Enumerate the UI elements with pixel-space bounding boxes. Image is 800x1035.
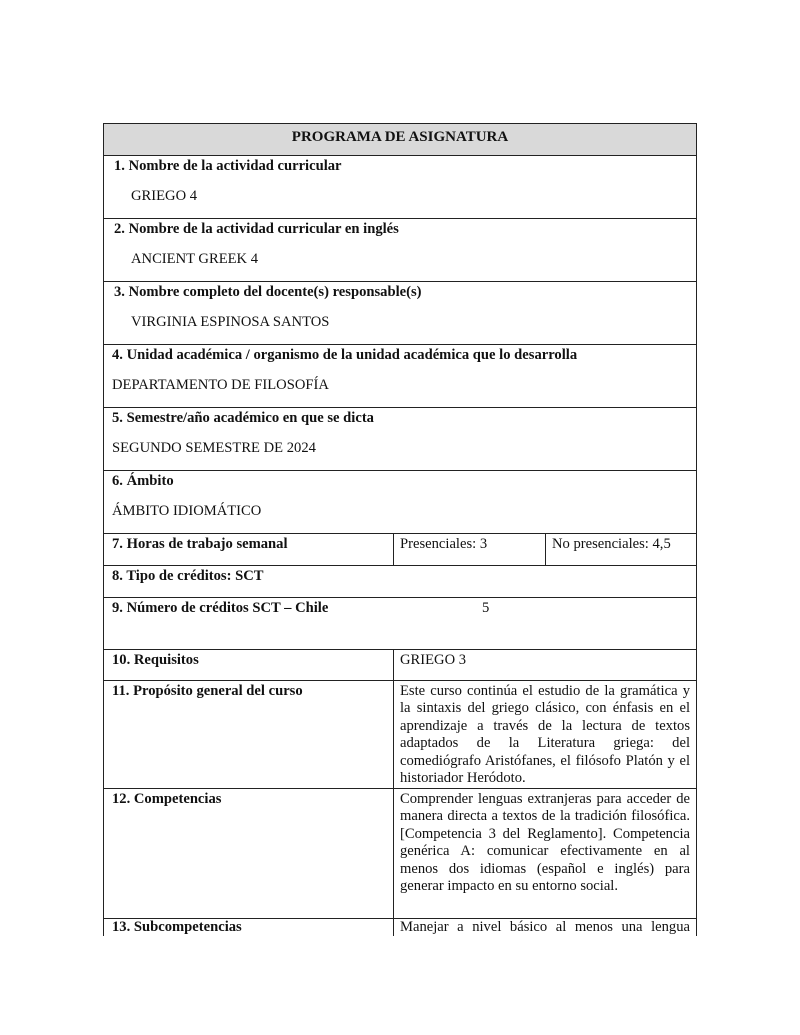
row-credits (103, 597, 697, 650)
row-credit-type: 8. Tipo de créditos: SCT (103, 565, 697, 598)
table-title: PROGRAMA DE ASIGNATURA (103, 123, 697, 156)
row-purpose-value: Este curso continúa el estudio de la gramática y la sintaxis del griego clásico, con énfasis en el aprendizaje a través de la lectura de textos adaptados de la Literatura griega: del comediógrafo Aristófanes, el filósofo Platón y el historiador Heródoto. (393, 680, 697, 789)
row-label: 9. Número de créditos SCT – Chile (112, 600, 329, 616)
row-subcompetencies-label: 13. Subcompetencias (103, 918, 394, 936)
row-academic-unit (103, 344, 697, 408)
row-value: GRIEGO 4 (131, 188, 198, 205)
row-value: ANCIENT GREEK 4 (131, 251, 259, 268)
row-activity-name-english (103, 218, 697, 282)
row-purpose-label: 11. Propósito general del curso (103, 680, 394, 789)
remote-hours: No presenciales: 4,5 (545, 533, 697, 566)
row-label: 4. Unidad académica / organismo de la unidad académica que lo desarrolla (112, 347, 578, 363)
row-label: 3. Nombre completo del docente(s) responsable(s) (114, 284, 422, 300)
row-value: DEPARTAMENTO DE FILOSOFÍA (112, 377, 329, 394)
row-requirements-value: GRIEGO 3 (393, 649, 697, 681)
row-value: ÁMBITO IDIOMÁTICO (112, 503, 262, 520)
row-label: 6. Ámbito (112, 473, 174, 489)
row-label: 5. Semestre/año académico en que se dicta (112, 410, 374, 426)
row-competencies-value: Comprender lenguas extranjeras para acceder de manera directa a textos de la tradición filosófica. [Competencia 3 del Reglamento]. Competencia genérica A: comunicar efectivamente en al menos dos idiomas (español e inglés) para generar impacto en su entorno social. (393, 788, 697, 919)
row-value: VIRGINIA ESPINOSA SANTOS (131, 314, 330, 331)
row-value: 5 (482, 600, 490, 616)
row-weekly-hours-label: 7. Horas de trabajo semanal (103, 533, 394, 566)
row-semester (103, 407, 697, 471)
row-label: 2. Nombre de la actividad curricular en inglés (114, 221, 399, 237)
in-person-hours: Presenciales: 3 (393, 533, 546, 566)
row-label: 1. Nombre de la actividad curricular (114, 158, 342, 174)
row-activity-name (103, 155, 697, 219)
row-teacher (103, 281, 697, 345)
row-value: SEGUNDO SEMESTRE DE 2024 (112, 440, 316, 457)
row-requirements-label: 10. Requisitos (103, 649, 394, 681)
row-scope (103, 470, 697, 534)
row-subcompetencies-value: Manejar a nivel básico al menos una lengua (393, 918, 697, 936)
row-competencies-label: 12. Competencias (103, 788, 394, 919)
